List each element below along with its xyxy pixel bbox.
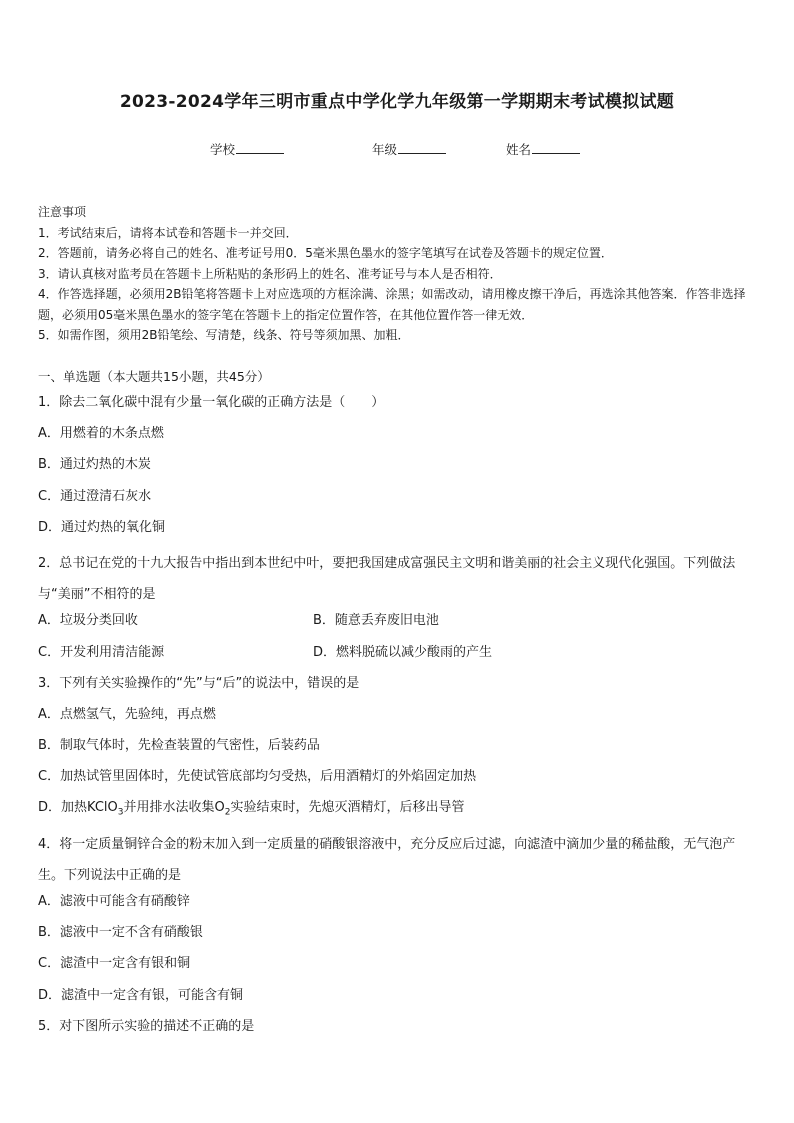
notice-heading: 注意事项 (38, 205, 87, 219)
name-blank (532, 141, 580, 154)
notice-block (38, 202, 758, 346)
option-d: D．滤渣中一定含有银，可能含有铜 (38, 987, 244, 1003)
question-stem: 2．总书记在党的十九大报告中指出到本世纪中叶，要把我国建成富强民主文明和谐美丽的社会主义现代化强国。下列做法与“美丽”不相符的是 (38, 555, 736, 603)
grade-field (372, 140, 446, 158)
notice-item: 4．作答选择题，必须用2B铅笔将答题卡上对应选项的方框涂满、涂黑；如需改动，请用橡皮擦干净后，再选涂其他答案．作答非选择题，必须用05毫米黑色墨水的签字笔在答题卡上的指定位置作答，在其他位置作答一律无效． (38, 287, 746, 322)
option-c: C．通过澄清石灰水 (38, 488, 152, 504)
option-b: B．制取气体时，先检查装置的气密性，后装药品 (38, 738, 320, 754)
option-a: A．垃圾分类回收 (38, 613, 138, 629)
option-c: C．开发利用清洁能源 (38, 644, 165, 660)
question-stem: 3．下列有关实验操作的“先”与“后”的说法中，错误的是 (38, 675, 360, 691)
option-d-sub-1: 3 (117, 808, 124, 819)
school-label: 学校 (210, 142, 236, 157)
option-d-sub-2: 2 (224, 808, 231, 819)
option-d: D．燃料脱硫以减少酸雨的产生 (313, 644, 493, 660)
exam-title: 2023-2024学年三明市重点中学化学九年级第一学期期末考试模拟试题 (119, 92, 675, 112)
option-c: C．滤渣中一定含有银和铜 (38, 956, 191, 972)
section-heading: 一、单选题（本大题共15小题，共45分） (38, 369, 270, 384)
option-d-text-3: 实验结束时，先熄灭酒精灯，后移出导管 (230, 800, 465, 816)
school-blank (236, 141, 284, 154)
notice-item: 3．请认真核对监考员在答题卡上所粘贴的条形码上的姓名、准考证号与本人是否相符． (38, 266, 502, 281)
option-d-text-1: D．加热KClO (38, 800, 118, 816)
notice-item: 1．考试结束后，请将本试卷和答题卡一并交回． (38, 225, 298, 240)
grade-blank (398, 141, 446, 154)
option-d-text-2: 并用排水法收集O (123, 800, 225, 816)
notice-item: 2．答题前，请务必将自己的姓名、准考证号用0．5毫米黑色墨水的签字笔填写在试卷及答题卡的规定位置． (38, 246, 613, 260)
notice-item: 5．如需作图，须用2B铅笔绘、写清楚，线条、符号等须加黑、加粗． (38, 328, 410, 342)
grade-label: 年级 (372, 142, 398, 157)
name-label: 姓名 (506, 142, 532, 157)
option-b: B．随意丢弃废旧电池 (313, 613, 439, 629)
option-a: A．滤液中可能含有硝酸锌 (38, 894, 190, 910)
question-stem: 4．将一定质量铜锌合金的粉末加入到一定质量的硝酸银溶液中，充分反应后过滤，向滤渣中滴加少量的稀盐酸，无气泡产生。下列说法中正确的是 (38, 836, 736, 883)
option-c: C．加热试管里固体时，先使试管底部均匀受热，后用酒精灯的外焰固定加热 (38, 769, 477, 785)
question-stem: 1．除去二氧化碳中混有少量一氧化碳的正确方法是（ ） (38, 395, 385, 410)
name-field (506, 140, 580, 158)
option-row (38, 610, 760, 641)
student-info-row (0, 140, 794, 160)
school-field (210, 140, 284, 158)
option-row (38, 642, 760, 673)
option-b: B．滤液中一定不含有硝酸银 (38, 925, 203, 941)
option-d (38, 797, 760, 828)
option-d: D．通过灼热的氧化铜 (38, 519, 166, 535)
option-b: B．通过灼热的木炭 (38, 457, 151, 473)
question-stem: 5．对下图所示实验的描述不正确的是 (38, 1018, 255, 1034)
option-a: A．点燃氢气，先验纯，再点燃 (38, 706, 216, 722)
option-a: A．用燃着的木条点燃 (38, 426, 164, 442)
questions-block (38, 392, 760, 1047)
